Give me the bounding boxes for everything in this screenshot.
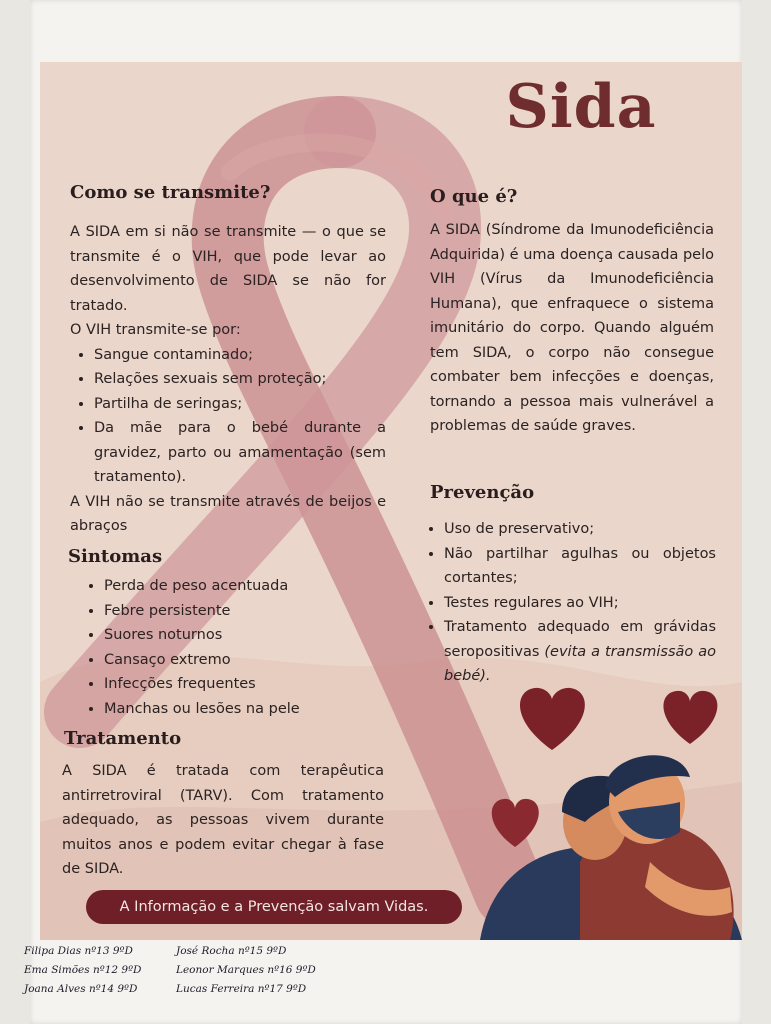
- list-item: • Uso de preservativo;: [444, 517, 716, 542]
- what-is-text: A SIDA (Síndrome da Imunodeficiência Adquirida) é uma doença causada pelo VIH (Vírus da Imunodeficiência Humana), que enfraquece o sistema imunitário do corpo. Quando alguém tem SIDA, o corpo não consegue combater bem infecções e doenças, tornando a pessoa mais vulnerável a problemas de saúde graves.: [430, 222, 714, 434]
- transmission-intro: A SIDA em si não se transmite — o que se transmite é o VIH, que pode levar ao desenvolvimento de SIDA se não for tratado.: [70, 224, 386, 314]
- signature: Ema Simões nº12 9ºD: [24, 964, 142, 976]
- signature: Leonor Marques nº16 9ºD: [176, 964, 316, 976]
- list-item: • Testes regulares ao VIH;: [444, 591, 716, 616]
- transmission-list: [70, 343, 386, 490]
- poster: [40, 62, 742, 940]
- symptoms-list: [80, 574, 380, 721]
- page-title: Sida: [505, 72, 657, 142]
- signature: Lucas Ferreira nº17 9ºD: [176, 983, 307, 995]
- list-item: • Suores noturnos: [104, 623, 380, 648]
- signature: José Rocha nº15 9ºD: [176, 945, 287, 957]
- list-item: • Cansaço extremo: [104, 648, 380, 673]
- list-item: [444, 615, 716, 689]
- what-is-heading: O que é?: [430, 186, 518, 207]
- list-item: • Sangue contaminado;: [94, 343, 386, 368]
- slogan-banner: A Informação e a Prevenção salvam Vidas.: [86, 890, 462, 924]
- prevention-section: [420, 517, 716, 689]
- prevention-list: [420, 517, 716, 689]
- treatment-text: A SIDA é tratada com terapêutica antirretroviral (TARV). Com tratamento adequado, as pessoas vivem durante muitos anos e podem evitar chegar à fase de SIDA.: [62, 763, 384, 877]
- list-item: • Perda de peso acentuada: [104, 574, 380, 599]
- transmission-heading: Como se transmite?: [70, 182, 271, 203]
- signature: Joana Alves nº14 9ºD: [24, 983, 138, 995]
- transmission-note: A VIH não se transmite através de beijos e abraços: [70, 493, 386, 534]
- list-item: • Da mãe para o bebé durante a gravidez, parto ou amamentação (sem tratamento).: [94, 416, 386, 490]
- list-item: • Infecções frequentes: [104, 672, 380, 697]
- list-item: • Manchas ou lesões na pele: [104, 697, 380, 722]
- prevention-item-text: Tratamento adequado em grávidas seropositivas: [444, 619, 716, 660]
- prevention-item-note: (evita a transmissão ao bebé).: [444, 643, 717, 684]
- symptoms-section: [80, 574, 380, 721]
- prevention-heading: Prevenção: [430, 482, 535, 503]
- treatment-heading: Tratamento: [64, 728, 182, 749]
- transmission-section: [70, 220, 386, 539]
- list-item: • Não partilhar agulhas ou objetos cortantes;: [444, 542, 716, 591]
- symptoms-heading: Sintomas: [68, 546, 163, 567]
- list-item: • Partilha de seringas;: [94, 392, 386, 417]
- list-item: • Febre persistente: [104, 599, 380, 624]
- signature: Filipa Dias nº13 9ºD: [24, 945, 133, 957]
- transmission-list-intro: O VIH transmite-se por:: [70, 322, 241, 338]
- list-item: • Relações sexuais sem proteção;: [94, 367, 386, 392]
